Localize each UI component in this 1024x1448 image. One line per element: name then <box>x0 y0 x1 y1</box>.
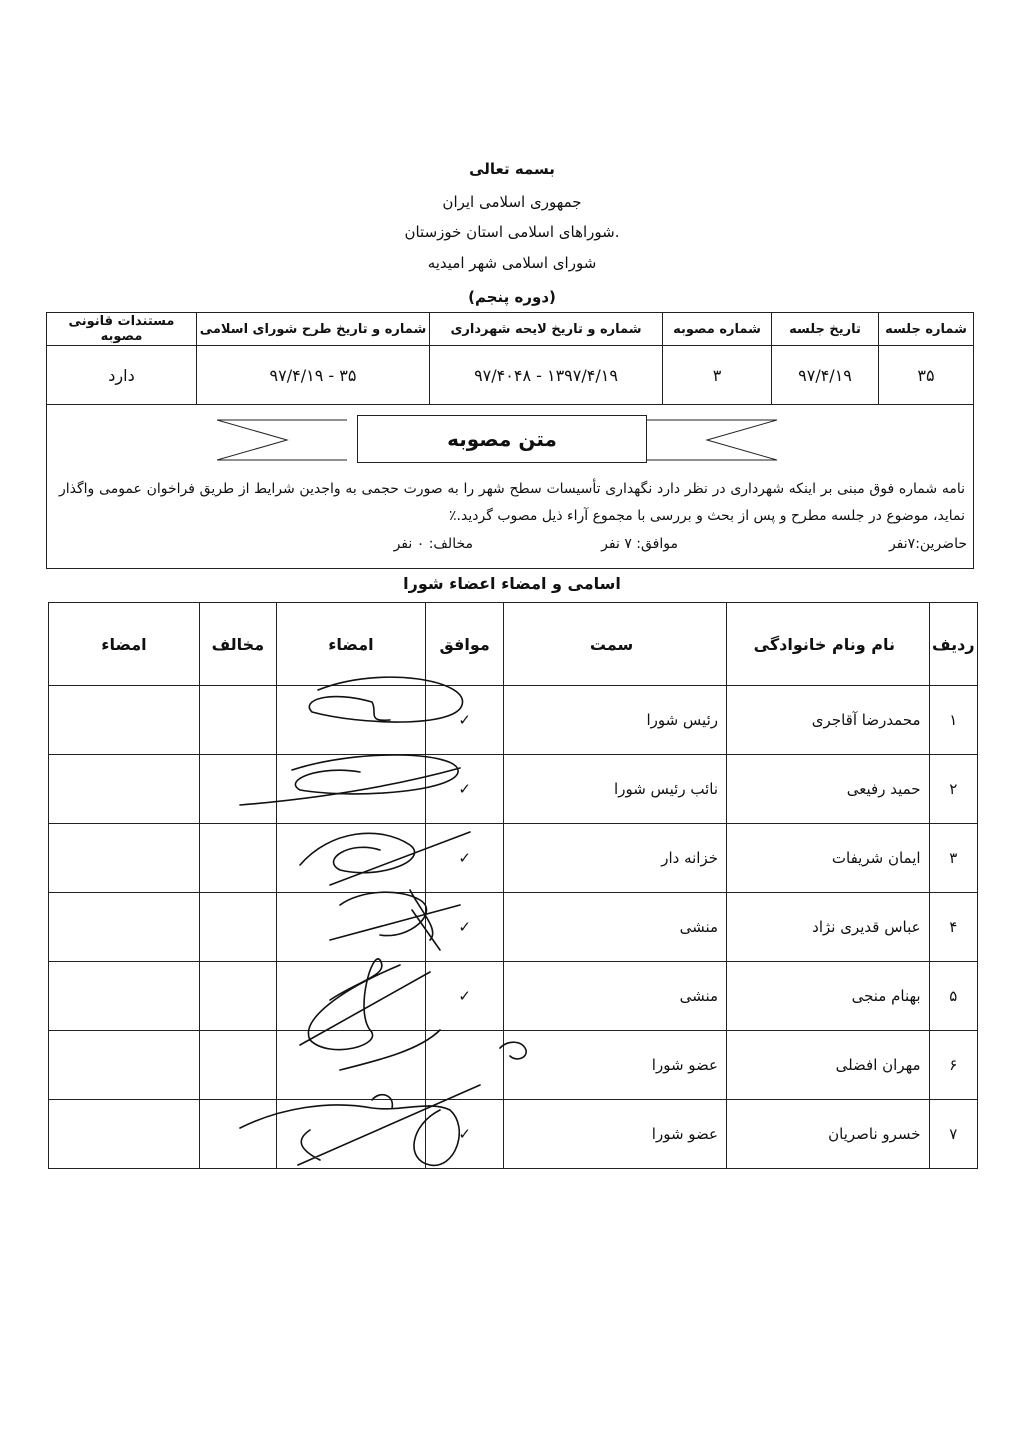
members-table <box>48 602 978 1169</box>
approval-text: نامه شماره فوق مبنی بر اینکه شهرداری در نظر دارد نگهداری تأسیسات سطح شهر را به صورت حجمی به واجدین شرایط از طریق فراخوان عمومی واگذار نماید، موضوع در جلسه مطرح و پس از بحث و بررسی با مجموع آراء ذیل مصوب گردید.٪ <box>59 481 965 524</box>
oppose-cell <box>199 686 276 755</box>
header-position: سمت <box>504 603 727 686</box>
approval-section <box>46 400 974 569</box>
header-session-date: تاریخ جلسه <box>772 313 879 346</box>
agree-check: ✓ <box>426 1100 504 1169</box>
header-oppose: مخالف <box>199 603 276 686</box>
member-name: عباس قدیری نژاد <box>727 893 930 962</box>
header-resolution-number: شماره مصوبه <box>663 313 772 346</box>
oppose-cell <box>199 1031 276 1100</box>
signature-cell <box>276 1031 425 1100</box>
row-number: ۷ <box>929 1100 977 1169</box>
table-row <box>49 893 978 962</box>
session-info-table <box>46 312 974 405</box>
oppose-cell <box>199 962 276 1031</box>
row-number: ۵ <box>929 962 977 1031</box>
signature-cell <box>276 824 425 893</box>
header-agree: موافق <box>426 603 504 686</box>
oppose-cell <box>199 893 276 962</box>
header-term: (دوره پنجم) <box>468 288 556 306</box>
header-country: جمهوری اسلامی ایران <box>442 193 582 211</box>
member-role: منشی <box>504 893 727 962</box>
signature-cell <box>276 893 425 962</box>
signature-cell <box>276 755 425 824</box>
row-number: ۴ <box>929 893 977 962</box>
header-council-plan: شماره و تاریخ طرح شورای اسلامی <box>197 313 430 346</box>
header-city-council: شورای اسلامی شهر امیدیه <box>427 254 597 272</box>
signature-oppose-cell <box>49 686 200 755</box>
agree-cell <box>426 1031 504 1100</box>
ribbon-right <box>647 418 777 462</box>
ribbon-left <box>217 418 347 462</box>
table-row <box>49 755 978 824</box>
member-role: نائب رئیس شورا <box>504 755 727 824</box>
signature-cell <box>276 1100 425 1169</box>
member-name: ایمان شریفات <box>727 824 930 893</box>
header-full-name: نام ونام خانوادگی <box>727 603 930 686</box>
present-count: حاضرین:۷نفر <box>888 536 967 552</box>
signature-cell <box>276 962 425 1031</box>
oppose-cell <box>199 755 276 824</box>
members-heading: اسامی و امضاء اعضاء شورا <box>403 574 621 593</box>
header-row-number: ردیف <box>929 603 977 686</box>
table-row <box>49 962 978 1031</box>
member-name: مهران افضلی <box>727 1031 930 1100</box>
header-signature-oppose: امضاء <box>49 603 200 686</box>
member-role: رئیس شورا <box>504 686 727 755</box>
approval-title: متن مصوبه <box>357 415 647 463</box>
session-date: ۹۷/۴/۱۹ <box>772 346 879 405</box>
member-name: حمید رفیعی <box>727 755 930 824</box>
member-name: محمدرضا آقاجری <box>727 686 930 755</box>
row-number: ۲ <box>929 755 977 824</box>
oppose-count: مخالف: ۰ نفر <box>393 536 473 552</box>
member-name: خسرو ناصریان <box>727 1100 930 1169</box>
resolution-number: ۳ <box>663 346 772 405</box>
header-municipality-bill: شماره و تاریخ لایحه شهرداری <box>430 313 663 346</box>
member-role: عضو شورا <box>504 1031 727 1100</box>
member-role: عضو شورا <box>504 1100 727 1169</box>
table-row <box>49 686 978 755</box>
member-name: بهنام منجی <box>727 962 930 1031</box>
council-plan: ۳۵ - ۹۷/۴/۱۹ <box>197 346 430 405</box>
agree-check: ✓ <box>426 755 504 824</box>
signature-oppose-cell <box>49 824 200 893</box>
session-number: ۳۵ <box>879 346 974 405</box>
oppose-cell <box>199 824 276 893</box>
header-basmala: بسمه تعالی <box>469 160 555 178</box>
signature-oppose-cell <box>49 755 200 824</box>
header-session-number: شماره جلسه <box>879 313 974 346</box>
row-number: ۶ <box>929 1031 977 1100</box>
header-province-councils: شوراهای اسلامی استان خوزستان. <box>404 223 620 241</box>
signature-oppose-cell <box>49 962 200 1031</box>
oppose-cell <box>199 1100 276 1169</box>
row-number: ۳ <box>929 824 977 893</box>
signature-cell <box>276 686 425 755</box>
table-row <box>49 824 978 893</box>
signature-oppose-cell <box>49 1031 200 1100</box>
signature-oppose-cell <box>49 1100 200 1169</box>
municipality-bill: ۱۳۹۷/۴/۱۹ - ۹۷/۴۰۴۸ <box>430 346 663 405</box>
agree-check: ✓ <box>426 686 504 755</box>
member-role: منشی <box>504 962 727 1031</box>
member-role: خزانه دار <box>504 824 727 893</box>
table-row <box>49 1031 978 1100</box>
table-row <box>49 1100 978 1169</box>
agree-count: موافق: ۷ نفر <box>601 536 678 552</box>
signature-oppose-cell <box>49 893 200 962</box>
header-signature-agree: امضاء <box>276 603 425 686</box>
agree-check: ✓ <box>426 962 504 1031</box>
legal-documents: دارد <box>47 346 197 405</box>
row-number: ۱ <box>929 686 977 755</box>
header-legal-documents: مستندات قانونی مصوبه <box>47 313 197 346</box>
agree-check: ✓ <box>426 824 504 893</box>
agree-check: ✓ <box>426 893 504 962</box>
